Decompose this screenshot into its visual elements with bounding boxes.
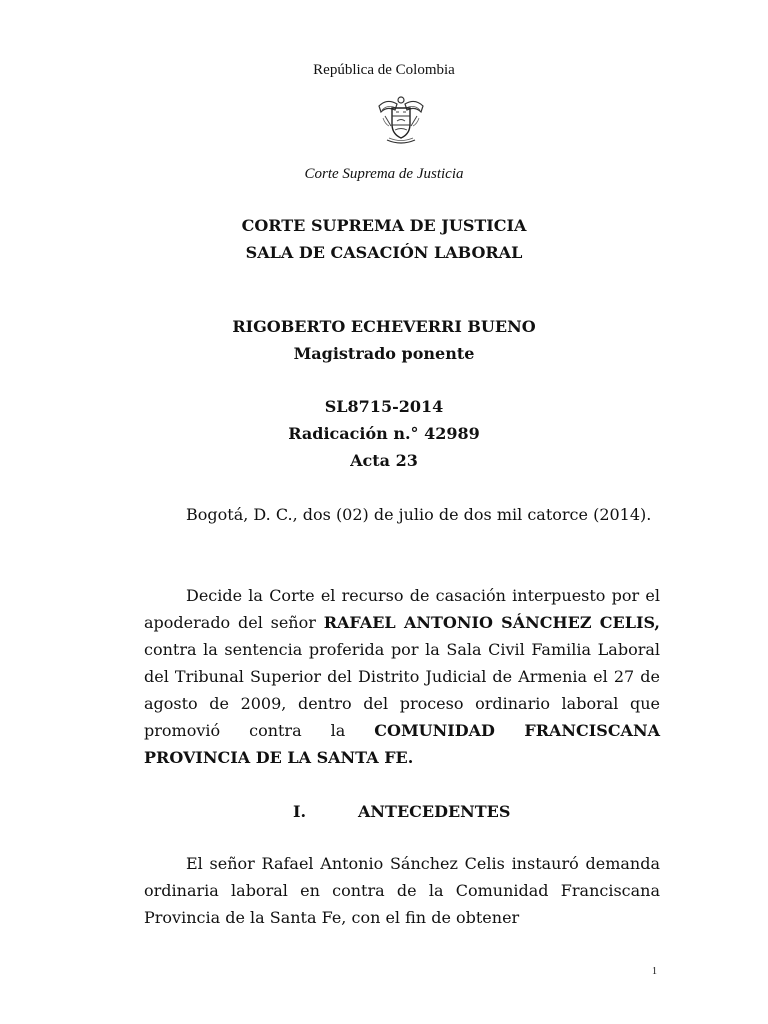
coat-of-arms-seal-icon (373, 92, 429, 148)
plaintiff-name: RAFAEL ANTONIO SÁNCHEZ CELIS, (323, 613, 661, 632)
magistrate-role: Magistrado ponente (293, 344, 475, 363)
court-italic-heading: Corte Suprema de Justicia (304, 166, 464, 182)
date-text: Bogotá, D. C., dos (02) de julio de dos mil catorce (2014). (186, 505, 652, 524)
decision-text-1: Decide la Corte el recurso de casación interpuesto por el apoderado del señor (144, 586, 660, 632)
antecedentes-text: El señor Rafael Antonio Sánchez Celis instauró demanda ordinaria laboral en contra de la Comunidad Franciscana Provincia de la Santa Fe, con el fin de obtener (144, 854, 660, 927)
section-title: ANTECEDENTES (358, 802, 511, 821)
page-number: 1 (652, 966, 657, 977)
defendant-name: COMUNIDAD FRANCISCANA PROVINCIA DE LA SANTA FE. (144, 721, 661, 767)
minutes-number: Acta 23 (350, 451, 418, 470)
decision-paragraph (144, 582, 660, 771)
filing-number: Radicación n.° 42989 (288, 424, 480, 443)
ruling-number: SL8715-2014 (324, 397, 444, 416)
magistrate-name: RIGOBERTO ECHEVERRI BUENO (232, 317, 536, 336)
date-paragraph (144, 501, 660, 528)
chamber-title: SALA DE CASACIÓN LABORAL (245, 243, 523, 262)
antecedentes-paragraph (144, 850, 660, 931)
section-number: I. (293, 802, 307, 821)
decision-text-2: contra la sentencia proferida por la Sala Civil Familia Laboral del Tribunal Superior del Distrito Judicial de Armenia el 27 de agosto de 2009, dentro del proceso ordinario laboral que promovió contra la (144, 640, 660, 740)
court-title: CORTE SUPREMA DE JUSTICIA (241, 216, 527, 235)
country-heading: República de Colombia (313, 62, 455, 78)
